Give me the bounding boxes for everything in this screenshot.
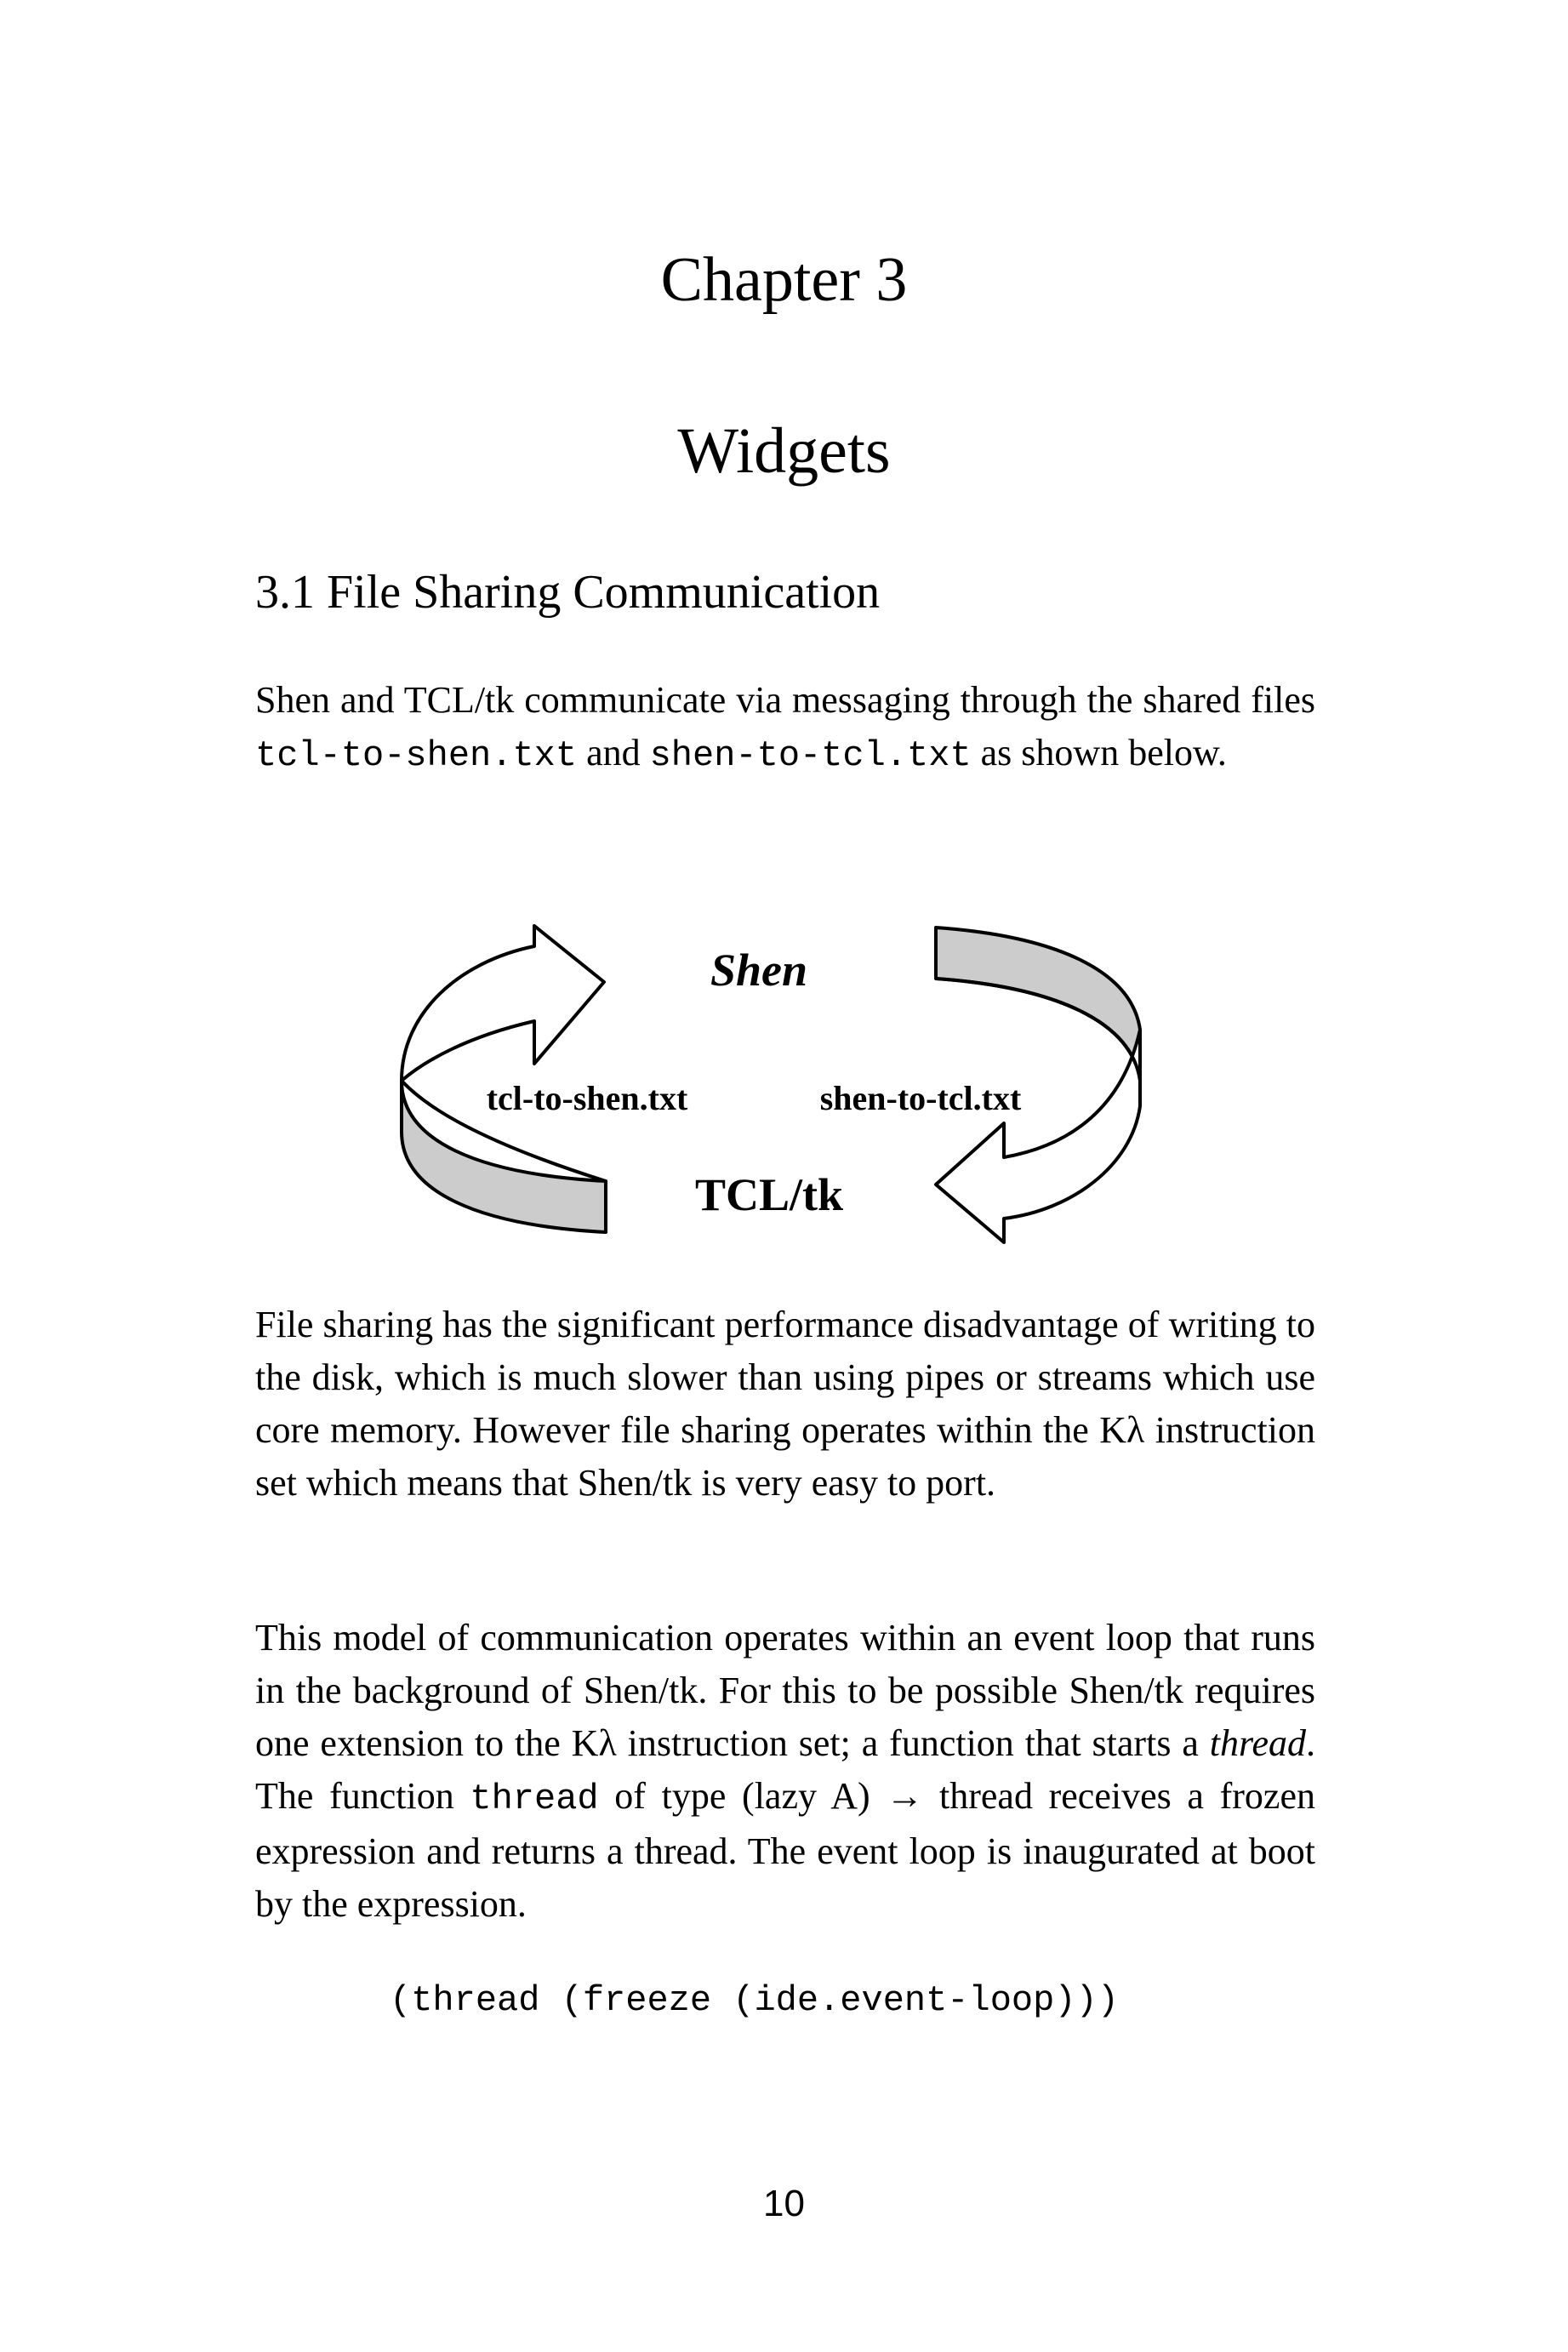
diagram-label-tcl-to-shen: tcl-to-shen.txt — [486, 1079, 688, 1117]
filename-shen-to-tcl: shen-to-tcl.txt — [649, 735, 972, 776]
left-arrow-outline — [402, 926, 604, 1081]
paragraph-text: as shown below. — [971, 732, 1227, 774]
paragraph-intro — [255, 674, 1315, 782]
chapter-title: Widgets — [677, 415, 891, 487]
paragraph-text: Shen and TCL/tk communicate via messaging through the shared files — [255, 679, 1315, 721]
code-word-thread: thread — [470, 1778, 599, 1819]
diagram-label-shen-to-tcl: shen-to-tcl.txt — [819, 1079, 1022, 1117]
page-number: 10 — [763, 2183, 805, 2224]
section-heading: 3.1 File Sharing Communication — [255, 566, 881, 619]
chapter-number: Chapter 3 — [660, 245, 908, 315]
paragraph-event-loop — [255, 1612, 1315, 1931]
file-sharing-diagram — [391, 893, 1174, 1276]
diagram-label-shen: Shen — [710, 945, 808, 996]
right-arrow-outline — [936, 1030, 1140, 1242]
paragraph-text: This model of communication operates within an event loop that runs in the background of Shen/tk. For this to be possible Shen/tk requires one extension to the Kλ instruction set; a function that starts a — [255, 1617, 1315, 1764]
paragraph-performance: File sharing has the significant performance disadvantage of writing to the disk, which is much slower than using pipes or streams which use core memory. However file sharing operates within the Kλ instruction set which means that Shen/tk is very easy to port. — [255, 1304, 1315, 1504]
diagram-label-tcltk: TCL/tk — [694, 1169, 844, 1220]
paragraph-text: of type (lazy A) → thread receives a frozen expression and returns a thread. The event loop is inaugurated at boot by the expression. — [255, 1775, 1315, 1925]
paragraph-text: . The function — [255, 1722, 1315, 1817]
emphasis-thread: thread — [1209, 1722, 1306, 1764]
filename-tcl-to-shen: tcl-to-shen.txt — [255, 735, 578, 776]
paragraph-text: and — [577, 732, 650, 774]
code-example: (thread (freeze (ide.event-loop))) — [390, 1980, 1119, 2021]
right-arrow-shaded-band — [936, 928, 1140, 1081]
